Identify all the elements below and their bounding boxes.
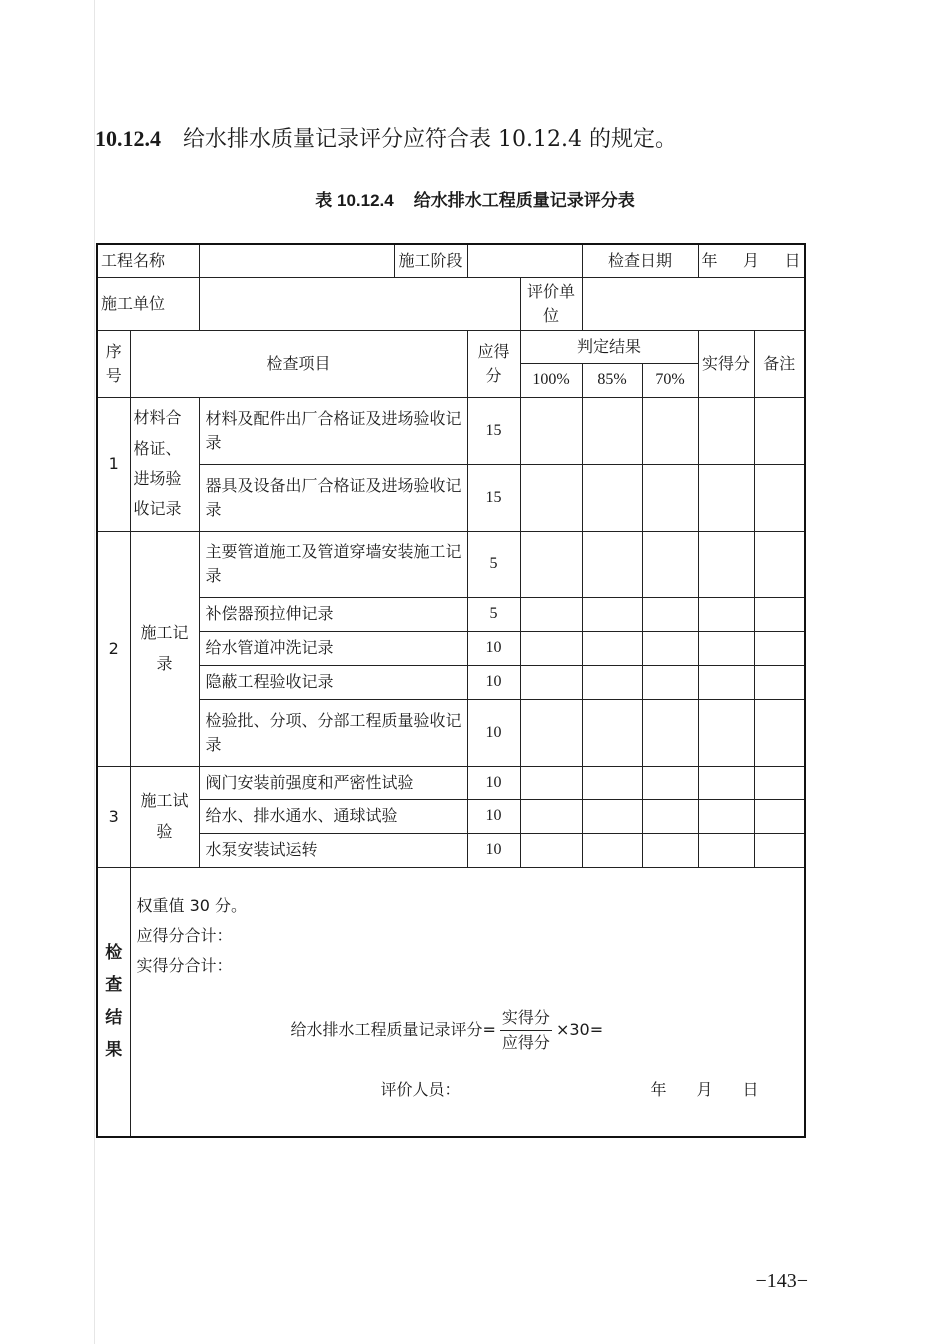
construction-stage-label: 施工阶段 xyxy=(394,245,467,277)
cell-remark xyxy=(754,766,805,799)
group-2-seq: 2 xyxy=(97,531,130,766)
item-score: 15 xyxy=(467,397,520,464)
table-number: 表 10.12.4 xyxy=(315,191,394,210)
eval-month: 月 xyxy=(696,1079,713,1099)
formula-fraction xyxy=(500,1006,552,1055)
result-label: 检查结果 xyxy=(97,867,130,1137)
clause-text: 给水排水质量记录评分应符合表 10.12.4 的规定。 xyxy=(183,127,677,152)
table-row xyxy=(97,464,805,531)
cell-remark xyxy=(754,833,805,867)
table-row xyxy=(97,531,805,597)
score-due-header: 应得分 xyxy=(467,330,520,397)
column-header-row-1 xyxy=(97,330,805,363)
clause-heading xyxy=(95,122,677,153)
cell-100 xyxy=(520,397,582,464)
cell-100 xyxy=(520,464,582,531)
cell-85 xyxy=(582,597,642,631)
cell-85 xyxy=(582,631,642,665)
eval-year: 年 xyxy=(650,1079,667,1099)
inspection-date-value xyxy=(698,244,805,277)
date-year: 年 xyxy=(701,250,718,270)
judgement-header: 判定结果 xyxy=(520,330,698,363)
remark-header: 备注 xyxy=(754,330,805,397)
item-name: 材料及配件出厂合格证及进场验收记录 xyxy=(199,397,467,464)
item-score: 15 xyxy=(467,464,520,531)
evaluation-date xyxy=(651,1078,789,1102)
pct-85-header: 85% xyxy=(582,363,642,397)
table-row xyxy=(97,766,805,799)
group-2-category: 施工记录 xyxy=(130,531,199,766)
cell-actual xyxy=(698,833,754,867)
cell-100 xyxy=(520,597,582,631)
item-name: 主要管道施工及管道穿墙安装施工记录 xyxy=(199,531,467,597)
page-number: −143− xyxy=(755,1270,808,1292)
cell-70 xyxy=(642,464,698,531)
formula-prefix: 给水排水工程质量记录评分= xyxy=(290,1020,496,1039)
cell-actual xyxy=(698,766,754,799)
cell-100 xyxy=(520,699,582,766)
formula-denominator: 应得分 xyxy=(501,1032,550,1052)
result-row xyxy=(97,867,805,1137)
table-title xyxy=(0,186,950,211)
item-score: 5 xyxy=(467,597,520,631)
item-name: 补偿器预拉伸记录 xyxy=(199,597,467,631)
scoring-table xyxy=(96,243,806,1138)
table-row xyxy=(97,699,805,766)
cell-100 xyxy=(520,531,582,597)
table-row xyxy=(97,597,805,631)
cell-100 xyxy=(520,833,582,867)
cell-actual xyxy=(698,597,754,631)
item-score: 10 xyxy=(467,631,520,665)
item-score: 5 xyxy=(467,531,520,597)
cell-70 xyxy=(642,766,698,799)
inspection-date-label: 检查日期 xyxy=(582,244,698,277)
group-1-seq: 1 xyxy=(97,397,130,531)
cell-70 xyxy=(642,833,698,867)
evaluator-label: 评价人员： xyxy=(380,1079,461,1099)
cell-remark xyxy=(754,699,805,766)
cell-85 xyxy=(582,531,642,597)
cell-85 xyxy=(582,833,642,867)
cell-70 xyxy=(642,397,698,464)
result-actual-total: 实得分合计： xyxy=(136,955,233,975)
cell-remark xyxy=(754,397,805,464)
result-weight: 权重值 30 分。 xyxy=(136,895,248,915)
cell-actual xyxy=(698,799,754,833)
cell-85 xyxy=(582,799,642,833)
project-name-value xyxy=(199,244,467,277)
evaluation-unit-label: 评价单位 xyxy=(520,277,582,330)
item-name: 检验批、分项、分部工程质量验收记录 xyxy=(199,699,467,766)
cell-70 xyxy=(642,665,698,699)
table-title-text: 给水排水工程质量记录评分表 xyxy=(413,191,635,211)
item-name: 器具及设备出厂合格证及进场验收记录 xyxy=(199,464,467,531)
actual-score-header: 实得分 xyxy=(698,330,754,397)
group-3-category: 施工试验 xyxy=(130,766,199,867)
header-row-unit xyxy=(97,277,805,330)
cell-remark xyxy=(754,799,805,833)
group-3-seq: 3 xyxy=(97,766,130,867)
cell-actual xyxy=(698,464,754,531)
table-row xyxy=(97,833,805,867)
table-row xyxy=(97,665,805,699)
item-name: 给水、排水通水、通球试验 xyxy=(199,799,467,833)
date-month: 月 xyxy=(742,250,759,270)
seq-header: 序号 xyxy=(97,330,130,397)
cell-actual xyxy=(698,665,754,699)
cell-actual xyxy=(698,699,754,766)
cell-85 xyxy=(582,766,642,799)
cell-actual xyxy=(698,631,754,665)
item-name: 阀门安装前强度和严密性试验 xyxy=(199,766,467,799)
cell-remark xyxy=(754,631,805,665)
item-score: 10 xyxy=(467,833,520,867)
formula-suffix: ×30= xyxy=(555,1020,604,1039)
cell-85 xyxy=(582,397,642,464)
item-score: 10 xyxy=(467,665,520,699)
cell-70 xyxy=(642,597,698,631)
table-row xyxy=(97,397,805,464)
check-item-header: 检查项目 xyxy=(130,330,467,397)
cell-100 xyxy=(520,766,582,799)
clause-number: 10.12.4 xyxy=(95,126,161,151)
cell-remark xyxy=(754,531,805,597)
cell-100 xyxy=(520,799,582,833)
item-name: 水泵安装试运转 xyxy=(199,833,467,867)
table-row xyxy=(97,799,805,833)
item-name: 隐蔽工程验收记录 xyxy=(199,665,467,699)
construction-unit-value xyxy=(199,277,520,330)
cell-actual xyxy=(698,397,754,464)
pct-100-header: 100% xyxy=(520,363,582,397)
construction-unit-label: 施工单位 xyxy=(97,277,199,330)
table-row xyxy=(97,631,805,665)
cell-70 xyxy=(642,699,698,766)
cell-85 xyxy=(582,464,642,531)
cell-remark xyxy=(754,665,805,699)
header-row-project xyxy=(97,244,805,277)
formula-numerator: 实得分 xyxy=(500,1006,552,1031)
cell-70 xyxy=(642,531,698,597)
eval-day: 日 xyxy=(742,1079,759,1099)
construction-stage-value xyxy=(467,244,582,277)
project-name-label: 工程名称 xyxy=(97,244,199,277)
cell-85 xyxy=(582,665,642,699)
result-due-total: 应得分合计： xyxy=(136,925,233,945)
cell-70 xyxy=(642,631,698,665)
cell-100 xyxy=(520,665,582,699)
item-score: 10 xyxy=(467,799,520,833)
group-1-category: 材料合格证、进场验收记录 xyxy=(130,397,199,531)
score-formula xyxy=(291,1006,604,1055)
cell-70 xyxy=(642,799,698,833)
cell-remark xyxy=(754,464,805,531)
evaluation-unit-value xyxy=(582,277,805,330)
item-score: 10 xyxy=(467,766,520,799)
cell-remark xyxy=(754,597,805,631)
cell-85 xyxy=(582,699,642,766)
pct-70-header: 70% xyxy=(642,363,698,397)
item-score: 10 xyxy=(467,699,520,766)
cell-actual xyxy=(698,531,754,597)
date-day: 日 xyxy=(784,250,801,270)
cell-100 xyxy=(520,631,582,665)
item-name: 给水管道冲洗记录 xyxy=(199,631,467,665)
result-content xyxy=(130,867,805,1137)
